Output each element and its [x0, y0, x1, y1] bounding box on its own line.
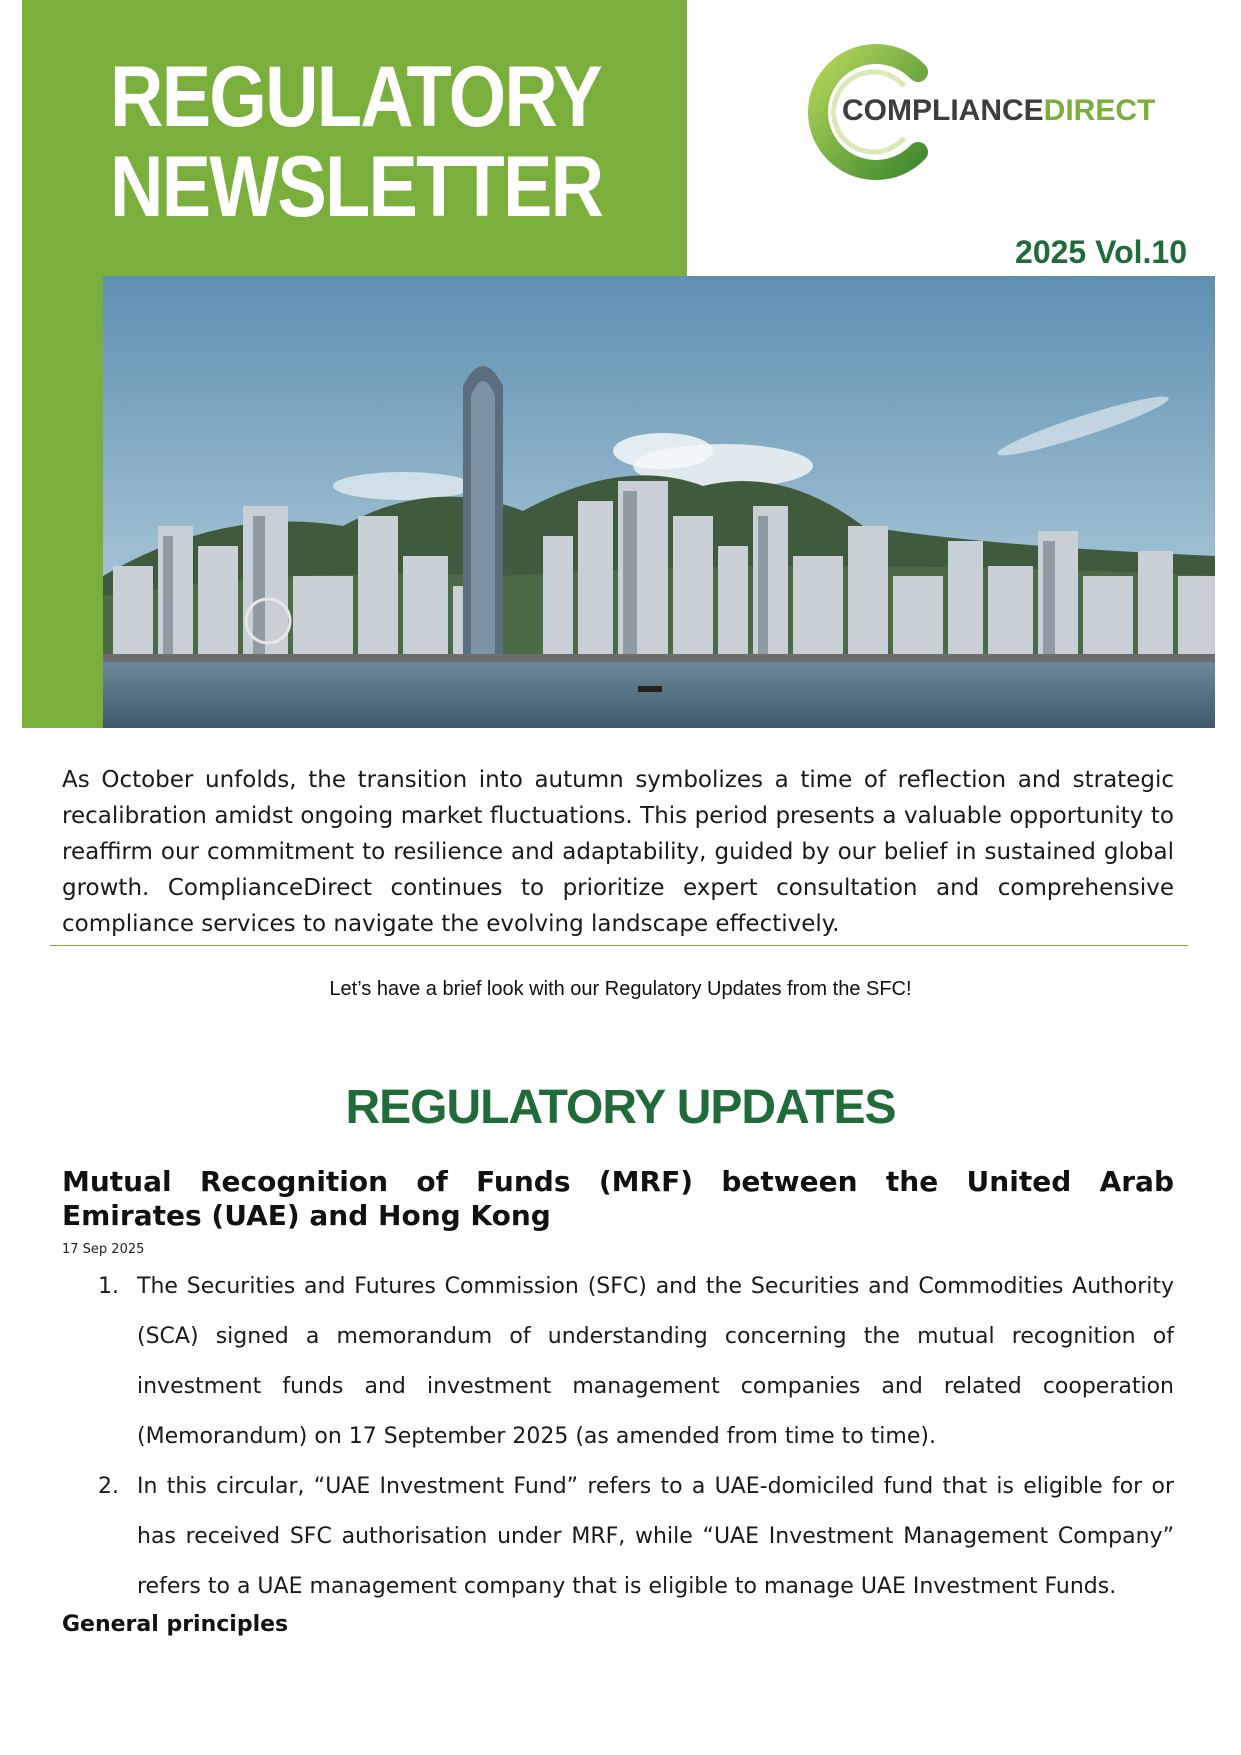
- article-date: 17 Sep 2025: [62, 1242, 145, 1257]
- title-line-2: NEWSLETTER: [110, 139, 603, 235]
- logo-wordmark: [842, 94, 1155, 128]
- newsletter-title: [110, 49, 603, 235]
- item-number: 1.: [98, 1274, 119, 1299]
- section-divider: [50, 945, 1188, 946]
- regulatory-updates-heading: REGULATORY UPDATES: [345, 1081, 896, 1134]
- item-text: In this circular, “UAE Investment Fund” refers to a UAE-domiciled fund that is eligible for or has received SFC authorisation under MRF, while “UAE Investment Management Company” refers to a UAE management company that is eligible to manage UAE Investment Funds.: [137, 1474, 1174, 1599]
- logo-word-compliance: COMPLIANCE: [842, 94, 1044, 127]
- article-item-list: [62, 1262, 1174, 1612]
- lead-sentence: Let’s have a brief look with our Regulatory Updates from the SFC!: [329, 978, 912, 1000]
- intro-paragraph: As October unfolds, the transition into autumn symbolizes a time of reflection and strategic recalibration amidst ongoing market fluctuations. This period presents a valuable opportunity to reaffirm our commitment to resilience and adaptability, guided by our belief in sustained global growth. ComplianceDirect continues to prioritize expert consultation and comprehensive compliance services to navigate the evolving landscape effectively.: [62, 767, 1174, 937]
- compliancedirect-logo: [800, 42, 1200, 182]
- list-item: [62, 1262, 1174, 1462]
- hong-kong-skyline-photo-icon: [103, 276, 1215, 728]
- item-text: The Securities and Futures Commission (SFC) and the Securities and Commodities Authority (SCA) signed a memorandum of understanding concerning the mutual recognition of investment funds and investment management companies and related cooperation (Memorandum) on 17 September 2025 (as amended from time to time).: [137, 1274, 1174, 1449]
- list-item: [62, 1462, 1174, 1612]
- logo-word-direct: DIRECT: [1043, 94, 1156, 127]
- general-principles-heading: General principles: [62, 1612, 289, 1637]
- volume-label: 2025 Vol.10: [1015, 234, 1187, 270]
- item-number: 2.: [98, 1474, 119, 1499]
- article-title: Mutual Recognition of Funds (MRF) between the United Arab Emirates (UAE) and Hong Kong: [62, 1165, 1174, 1232]
- title-line-1: REGULATORY: [110, 49, 601, 145]
- hero-skyline-image: [103, 276, 1215, 728]
